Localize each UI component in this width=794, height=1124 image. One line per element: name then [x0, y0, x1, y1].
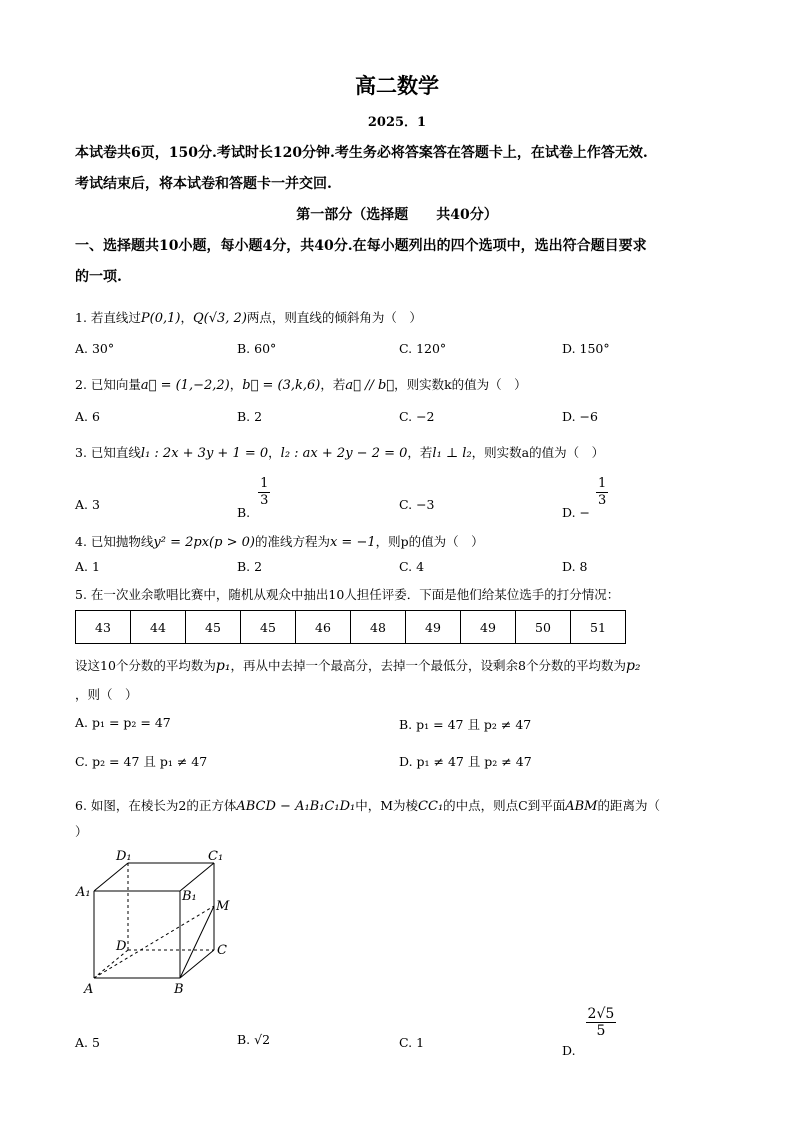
q1-comma: ，	[180, 310, 193, 325]
q1-text-b: 两点，则直线的倾斜角为（ ）	[246, 310, 422, 325]
q4-text-a: 4. 已知抛物线	[75, 534, 154, 549]
q6-plane: ABM	[565, 799, 598, 814]
q3-b-denominator: 3	[260, 493, 269, 508]
q4-parabola: y² = 2px(p > 0)	[153, 535, 255, 550]
score-cell: 49	[406, 611, 461, 644]
q3-text-c: ，则实数a的值为（ ）	[471, 445, 605, 460]
q6-text-d: 的距离为（	[597, 798, 661, 813]
q2-option-b: B. 2	[237, 409, 263, 424]
q6-option-c: C. 1	[399, 1035, 425, 1050]
q2-text-c: ，则实数k的值为（ ）	[394, 377, 527, 392]
q5-text2-a: 设这10个分数的平均数为	[75, 658, 216, 673]
q1-option-d: D. 150°	[562, 341, 610, 356]
q2-text-a: 2. 已知向量	[75, 377, 141, 392]
q5-p1: p₁	[215, 658, 231, 674]
cube-figure	[70, 846, 240, 996]
hidden-edge-d-a	[94, 950, 128, 978]
edge-c-b	[180, 950, 214, 978]
segment-b-m	[180, 906, 214, 978]
q4-text-b: 的准线方程为	[254, 534, 330, 549]
label-a: A	[84, 982, 94, 996]
label-d1: D₁	[116, 849, 132, 864]
question-1	[75, 308, 422, 326]
q3-option-a: A. 3	[75, 497, 100, 512]
q2-parallel: a⃗ // b⃗	[345, 378, 395, 393]
q6-option-d-label: D.	[562, 1043, 576, 1058]
q4-directrix: x = −1	[329, 535, 376, 550]
q3-text-a: 3. 已知直线	[75, 445, 141, 460]
q3-option-c: C. −3	[399, 497, 435, 512]
q2-option-d: D. −6	[562, 409, 598, 424]
q6-option-a: A. 5	[75, 1035, 100, 1050]
instructions-line-1: 本试卷共6页，150分.考试时长120分钟.考生务必将答案答在答题卡上，在试卷上作答无效.	[75, 145, 648, 161]
q6-edge: CC₁	[418, 799, 444, 814]
q3-option-d-fraction	[596, 476, 608, 509]
q2-text-b: ，若	[320, 377, 346, 392]
q5-option-d: D. p₁ ≠ 47 且 p₂ ≠ 47	[399, 754, 532, 769]
q6-option-d	[562, 1006, 616, 1058]
q6-text-a: 6. 如图，在棱长为2的正方体	[75, 798, 237, 813]
score-cell: 45	[186, 611, 241, 644]
q4-option-c: C. 4	[399, 559, 425, 574]
score-cell: 51	[571, 611, 626, 644]
q6-option-d-fraction	[586, 1006, 617, 1039]
q3-line-2: l₂ : ax + 2y − 2 = 0	[280, 446, 408, 461]
q1-option-b: B. 60°	[237, 341, 277, 356]
q3-text-b: ，若	[407, 445, 433, 460]
section-instructions-line-2: 的一项.	[75, 269, 122, 285]
q1-text-a: 1. 若直线过	[75, 310, 141, 325]
q6-cube: ABCD − A₁B₁C₁D₁	[236, 799, 356, 814]
q3-option-d	[562, 476, 608, 520]
part1-heading: 第一部分（选择题 共40分）	[296, 207, 498, 223]
score-cell: 43	[76, 611, 131, 644]
q1-option-c: C. 120°	[399, 341, 447, 356]
label-d: D	[116, 939, 127, 954]
q2-vector-b: b⃗ = (3,k,6)	[242, 378, 321, 393]
q1-point-p: P(0,1)	[140, 311, 181, 326]
q6-d-denominator: 5	[596, 1023, 606, 1039]
q6-text-e: ）	[75, 824, 88, 839]
q3-comma: ，	[268, 445, 281, 460]
q4-option-b: B. 2	[237, 559, 263, 574]
question-6	[75, 796, 660, 814]
q3-b-numerator: 1	[260, 476, 269, 491]
q3-option-d-label: D. −	[562, 505, 590, 520]
q5-option-b: B. p₁ = 47 且 p₂ ≠ 47	[399, 717, 532, 732]
q1-point-q: Q(√3, 2)	[193, 311, 247, 326]
q3-perpendicular: l₁ ⊥ l₂	[432, 446, 472, 461]
score-cell: 44	[131, 611, 186, 644]
q4-option-a: A. 1	[75, 559, 100, 574]
q6-option-b: B. √2	[237, 1032, 271, 1047]
label-c1: C₁	[208, 849, 224, 864]
label-b1: B₁	[182, 889, 197, 904]
q3-d-denominator: 3	[597, 493, 607, 508]
question-3	[75, 443, 604, 461]
edge-c1-b1	[180, 863, 214, 891]
score-cell: 48	[351, 611, 406, 644]
q1-option-a: A. 30°	[75, 341, 115, 356]
score-cell: 45	[241, 611, 296, 644]
q3-line-1: l₁ : 2x + 3y + 1 = 0	[140, 446, 269, 461]
q2-comma: ，	[229, 377, 243, 392]
score-cell: 46	[296, 611, 351, 644]
q6-text-b: 中，M为棱	[355, 798, 419, 813]
table-row	[76, 611, 626, 644]
q5-option-c: C. p₂ = 47 且 p₁ ≠ 47	[75, 754, 208, 769]
hidden-segment-a-m	[94, 906, 214, 978]
exam-date: 2025．1	[367, 115, 427, 130]
q5-option-a: A. p₁ = p₂ = 47	[75, 715, 171, 730]
score-cell: 49	[461, 611, 516, 644]
q6-d-numerator: 2√5	[587, 1006, 615, 1022]
edge-a1-d1	[94, 863, 128, 891]
question-4	[75, 532, 484, 550]
q5-p2: p₂	[625, 658, 641, 674]
q2-option-c: C. −2	[399, 409, 435, 424]
score-table	[75, 610, 626, 644]
label-c: C	[217, 943, 227, 958]
label-b: B	[174, 982, 184, 996]
q5-line-3: ，则（ ）	[75, 687, 138, 702]
instructions-line-2: 考试结束后，将本试卷和答题卡一并交回.	[75, 176, 332, 192]
q4-text-c: ，则p的值为（ ）	[375, 534, 484, 549]
q5-line-2	[75, 656, 641, 674]
label-m: M	[216, 899, 230, 914]
q3-d-numerator: 1	[597, 476, 607, 491]
q4-option-d: D. 8	[562, 559, 588, 574]
q3-option-b	[237, 476, 270, 520]
q3-option-b-fraction	[258, 476, 270, 509]
label-a1: A₁	[76, 885, 91, 900]
question-2	[75, 375, 527, 393]
q3-option-b-label: B.	[237, 505, 251, 520]
page-title: 高二数学	[355, 73, 439, 98]
q5-text2-b: ，再从中去掉一个最高分，去掉一个最低分，设剩余8个分数的平均数为	[230, 658, 626, 673]
q6-text-c: 的中点，则点C到平面	[443, 798, 566, 813]
q2-vector-a: a⃗ = (1,−2,2)	[140, 378, 230, 393]
score-cell: 50	[516, 611, 571, 644]
section-instructions-line-1: 一、选择题共10小题，每小题4分，共40分.在每小题列出的四个选项中，选出符合题目要求	[75, 238, 647, 254]
question-5: 5. 在一次业余歌唱比赛中，随机从观众中抽出10人担任评委．下面是他们给某位选手的打分情况：	[75, 587, 620, 602]
q2-option-a: A. 6	[75, 409, 100, 424]
